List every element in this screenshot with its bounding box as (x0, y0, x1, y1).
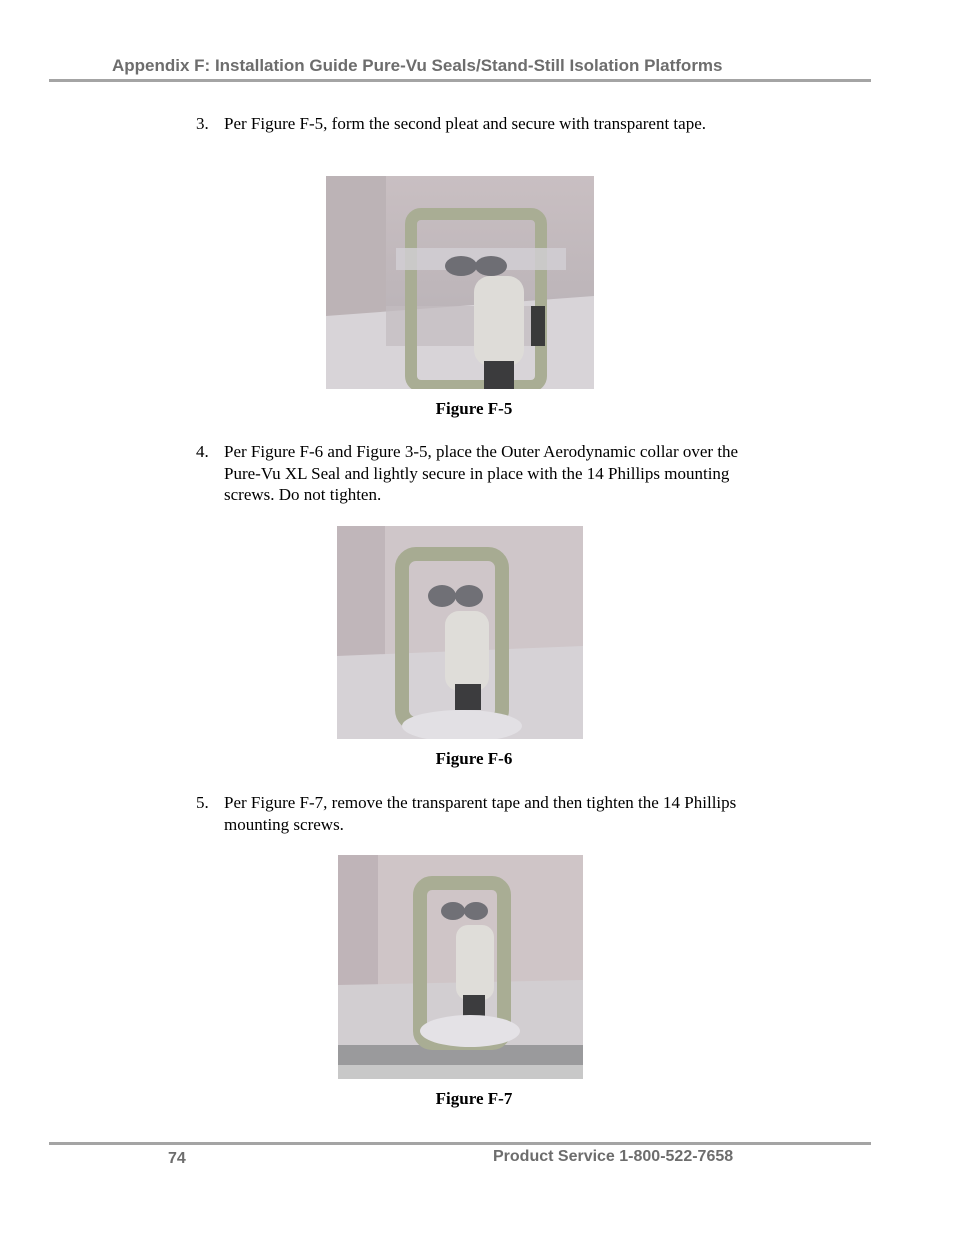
figure-f7-photo (338, 855, 583, 1079)
step-text: Per Figure F-7, remove the transparent tape and then tighten the 14 Phillips mounting screws. (224, 793, 737, 834)
page-number: 74 (168, 1150, 186, 1167)
figure-f6-photo (337, 526, 583, 739)
figure-f5-photo (326, 176, 594, 389)
step-text: Per Figure F-5, form the second pleat and secure with transparent tape. (224, 114, 706, 133)
product-service-phone: Product Service 1-800-522-7658 (493, 1148, 734, 1165)
footer-divider (49, 1142, 871, 1145)
step-text: Per Figure F-6 and Figure 3-5, place the Outer Aerodynamic collar over the Pure-Vu XL Seal and lightly secure in place with the 14 Phillips mounting screws. Do not tighten. (224, 442, 739, 504)
header-divider (49, 79, 871, 82)
figure-caption: Figure F-5 (435, 399, 513, 418)
figure-caption: Figure F-6 (435, 749, 513, 768)
step-number: 5. (196, 793, 209, 812)
step-number: 4. (196, 442, 209, 461)
page-header-title: Appendix F: Installation Guide Pure-Vu Seals/Stand-Still Isolation Platforms (112, 56, 723, 75)
step-number: 3. (196, 114, 209, 133)
figure-caption: Figure F-7 (435, 1089, 513, 1108)
